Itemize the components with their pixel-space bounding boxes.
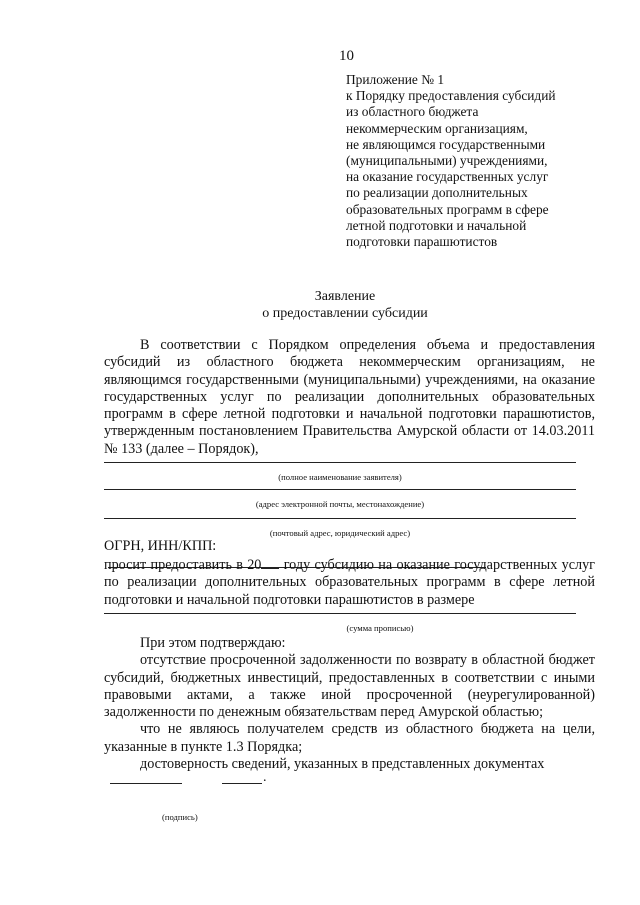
email-location-field[interactable] xyxy=(104,489,576,490)
appendix-line: не являющимся государственными xyxy=(346,136,546,152)
appendix-line: по реализации дополнительных xyxy=(346,185,528,201)
confirm-item: отсутствие просроченной задолженности по возврату в областной бюджет субсидий, бюджетных инвестиций, предоставленных в соответствии с иными правовыми актами, а также иной просроченной (неурегулированной) задолженности по денежным обязательствам перед Амурской областью; xyxy=(104,652,595,721)
intro-text: В соответствии с Порядком определения объема и предоставления субсидий из областного бюджета некоммерческим организациям, не являющимся государственными (муниципальными) учреждениями, на оказание государственных услуг по реализации дополнительных образовательных программ в сфере летной подготовки и начальной подготовки парашютистов, утвержденным постановлением Правительства Амурской области от 14.03.2011 № 133 (далее – Порядок), xyxy=(104,337,595,457)
appendix-line: к Порядку предоставления субсидий xyxy=(346,88,556,104)
confirmations xyxy=(104,635,595,773)
applicant-name-field[interactable] xyxy=(104,462,576,463)
appendix-line: некоммерческим организациям, xyxy=(346,120,528,136)
intro-paragraph xyxy=(104,337,595,458)
confirm-item: что не являюсь получателем средств из областного бюджета на цели, указанные в пункте 1.3 Порядка; xyxy=(104,721,595,755)
amount-words-caption: (сумма прописью) xyxy=(346,623,414,633)
appendix-line: на оказание государственных услуг xyxy=(346,169,549,185)
appendix-line: образовательных программ в сфере xyxy=(346,201,549,217)
subtitle-line: о предоставлении субсидии xyxy=(262,306,428,321)
appendix-line: летной подготовки и начальной xyxy=(346,217,527,233)
postal-legal-address-field[interactable] xyxy=(104,518,576,519)
applicant-name-caption: (полное наименование заявителя) xyxy=(278,472,402,482)
signature-caption: (подпись) xyxy=(162,812,198,822)
signature-dot: . xyxy=(263,770,267,785)
page-number: 10 xyxy=(339,48,354,64)
request-paragraph xyxy=(104,556,595,609)
postal-legal-caption: (почтовый адрес, юридический адрес) xyxy=(269,528,411,538)
appendix-header xyxy=(346,72,596,250)
confirm-item: достоверность сведений, указанных в представленных документах xyxy=(140,756,545,773)
appendix-line: Приложение № 1 xyxy=(346,72,445,87)
request-text-1: просит предоставить в 20 xyxy=(104,557,262,573)
confirm-heading: При этом подтверждаю: xyxy=(140,635,286,651)
signature-name-field[interactable] xyxy=(222,783,262,784)
ogrn-label: ОГРН, ИНН/КПП: xyxy=(104,538,217,554)
appendix-line: подготовки парашютистов xyxy=(346,234,498,250)
appendix-line: из областного бюджета xyxy=(346,104,479,120)
signature-field[interactable] xyxy=(110,783,182,784)
request-text-2: году субсидию на оказание государственных услуг по реализации дополнительных образовательных программ в сфере летной подготовки и начальной подготовки парашютистов в размере xyxy=(104,557,595,608)
document-title xyxy=(0,288,640,322)
year-field[interactable] xyxy=(261,556,279,569)
appendix-line: (муниципальными) учреждениями, xyxy=(346,153,548,169)
amount-words-field[interactable] xyxy=(104,613,576,614)
title-line: Заявление xyxy=(314,289,376,304)
email-location-caption: (адрес электронной почты, местонахождение) xyxy=(255,499,425,509)
